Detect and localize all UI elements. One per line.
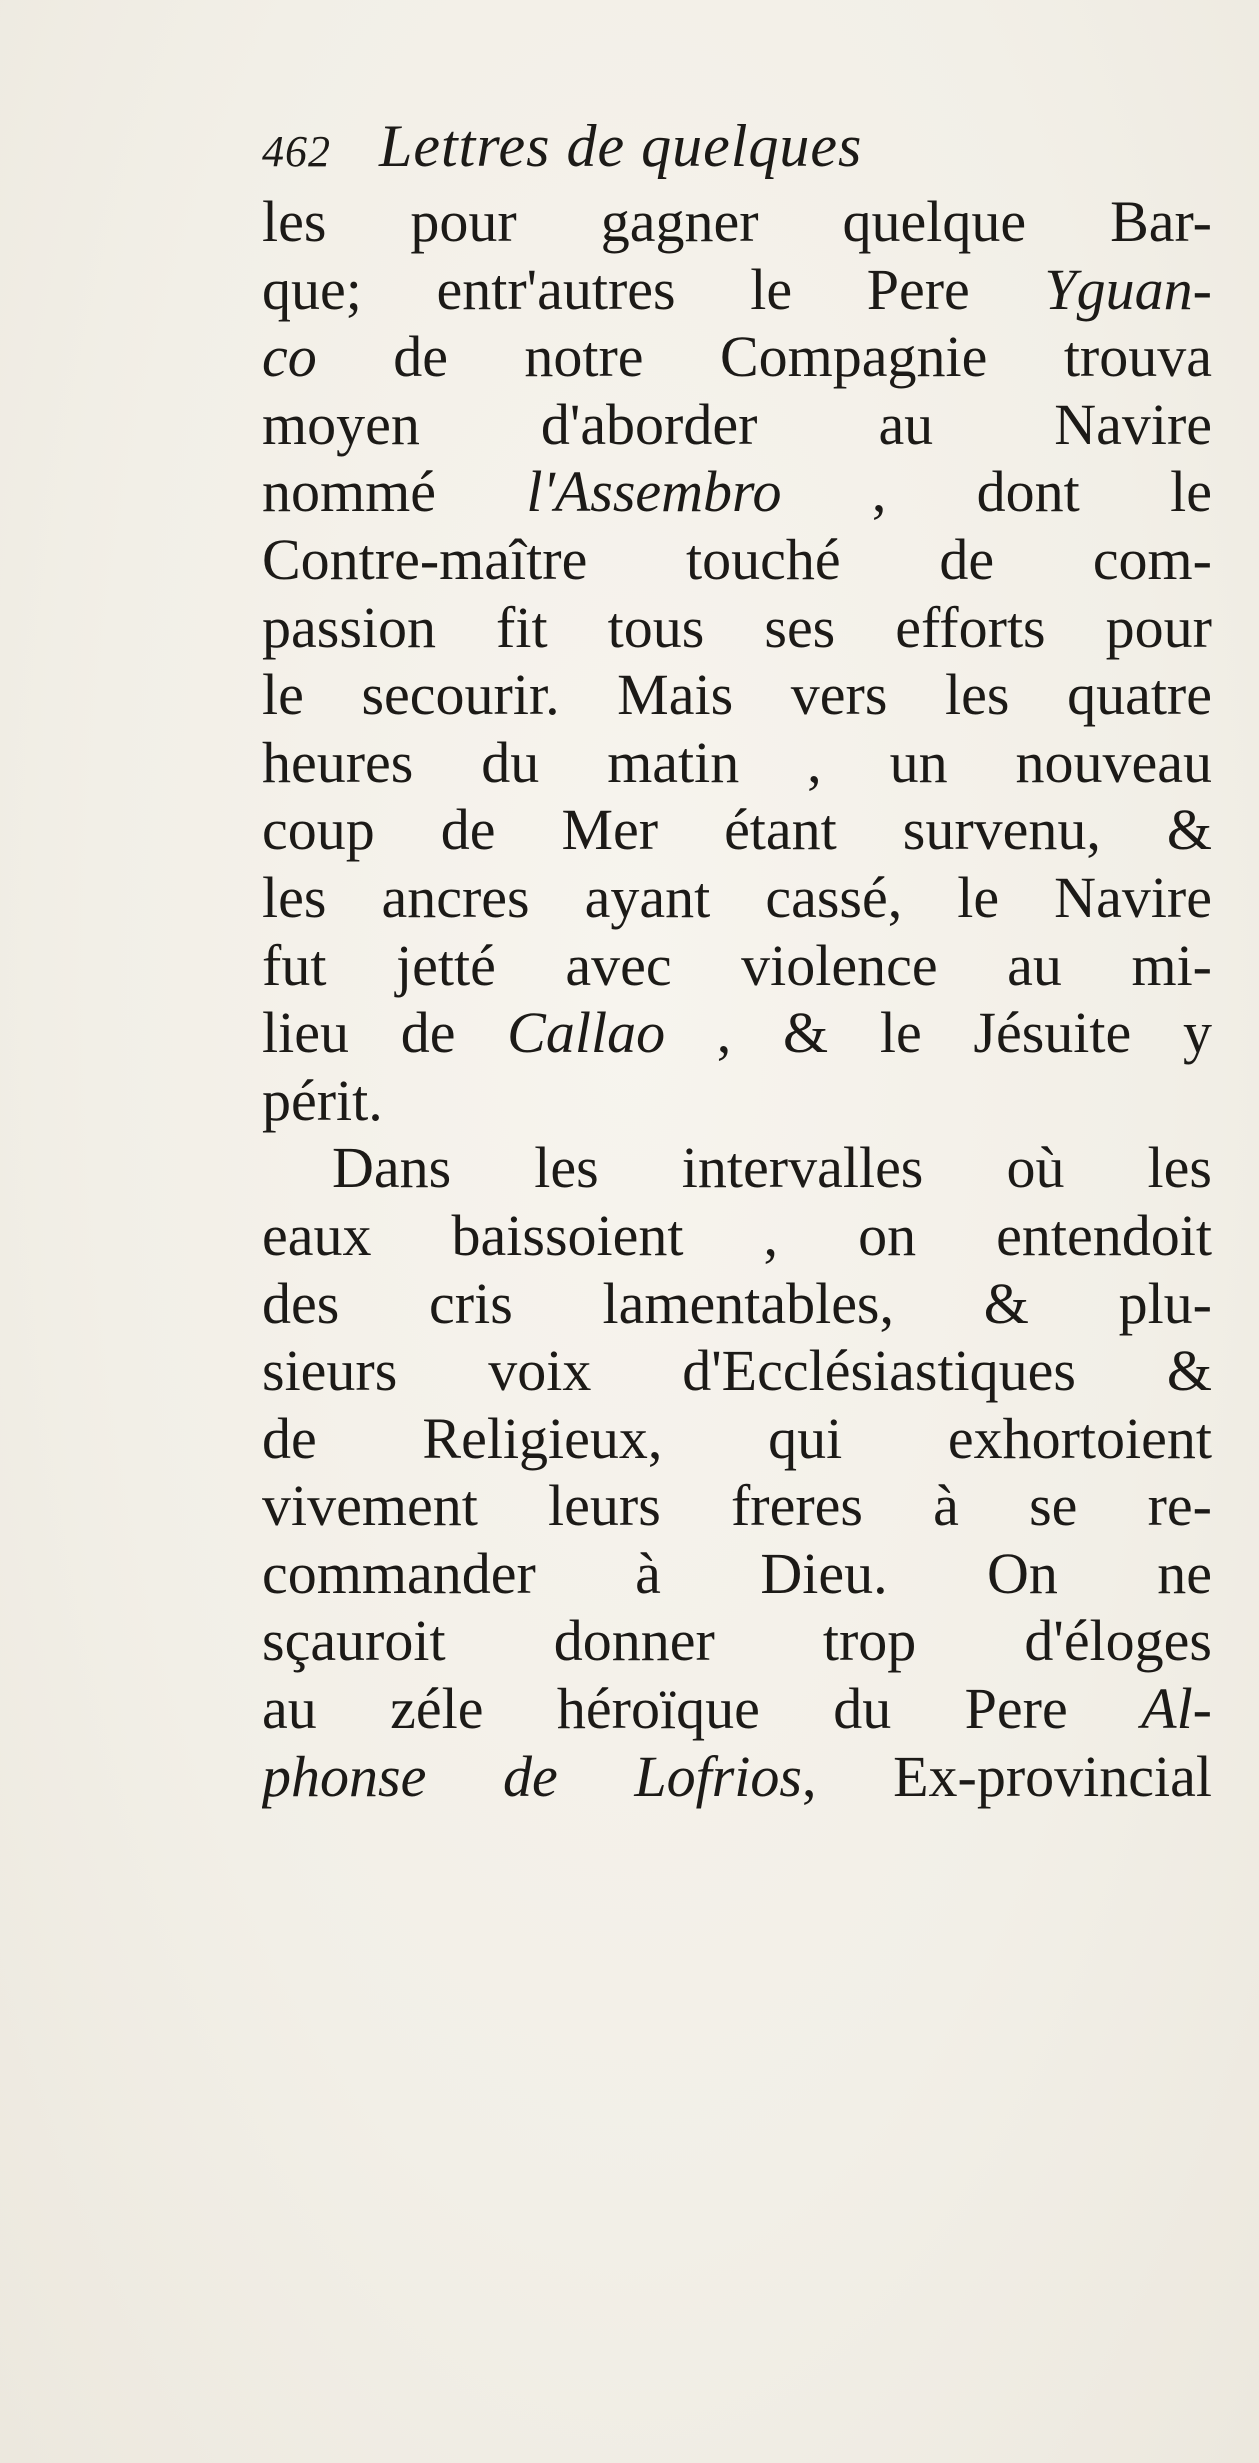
- text-line: vivement leurs freres à se re-: [262, 1473, 1212, 1539]
- text-line: moyen d'aborder au Navire: [262, 391, 1212, 457]
- text-line: que; entr'autres le Pere Yguan-: [262, 256, 1212, 322]
- text-line: périt.: [262, 1067, 383, 1133]
- text-line: nommé l'Assembro , dont le: [262, 459, 1212, 525]
- text-line: les pour gagner quelque Bar-: [262, 189, 1212, 254]
- text-line: passion fit tous ses efforts pour: [262, 594, 1212, 660]
- text-line: sieurs voix d'Ecclésiastiques &: [262, 1338, 1212, 1404]
- page-header: [262, 112, 862, 182]
- page-number: 462: [262, 127, 331, 176]
- body-text: [262, 188, 1212, 1810]
- text-line: de Religieux, qui exhortoient: [262, 1405, 1212, 1471]
- text-line: Contre-maître touché de com-: [262, 526, 1212, 592]
- text-line: commander à Dieu. On ne: [262, 1540, 1212, 1606]
- text-line: lieu de Callao , & le Jésuite y: [262, 1000, 1212, 1066]
- text-line: co de notre Compagnie trouva: [262, 324, 1212, 390]
- text-line: les ancres ayant cassé, le Navire: [262, 864, 1212, 930]
- text-line: des cris lamentables, & plu-: [262, 1270, 1212, 1336]
- text-line: heures du matin , un nouveau: [262, 729, 1212, 795]
- text-line: au zéle héroïque du Pere Al-: [262, 1676, 1212, 1742]
- text-line: le secourir. Mais vers les quatre: [262, 662, 1212, 728]
- text-line: sçauroit donner trop d'éloges: [262, 1608, 1212, 1674]
- text-line: fut jetté avec violence au mi-: [262, 932, 1212, 998]
- running-head: Lettres de quelques: [379, 113, 863, 179]
- text-line: coup de Mer étant survenu, &: [262, 797, 1212, 863]
- paragraph-start-line: Dans les intervalles où les: [332, 1135, 1212, 1201]
- text-line: phonse de Lofrios, Ex-provincial: [262, 1743, 1212, 1809]
- text-line: eaux baissoient , on entendoit: [262, 1202, 1212, 1268]
